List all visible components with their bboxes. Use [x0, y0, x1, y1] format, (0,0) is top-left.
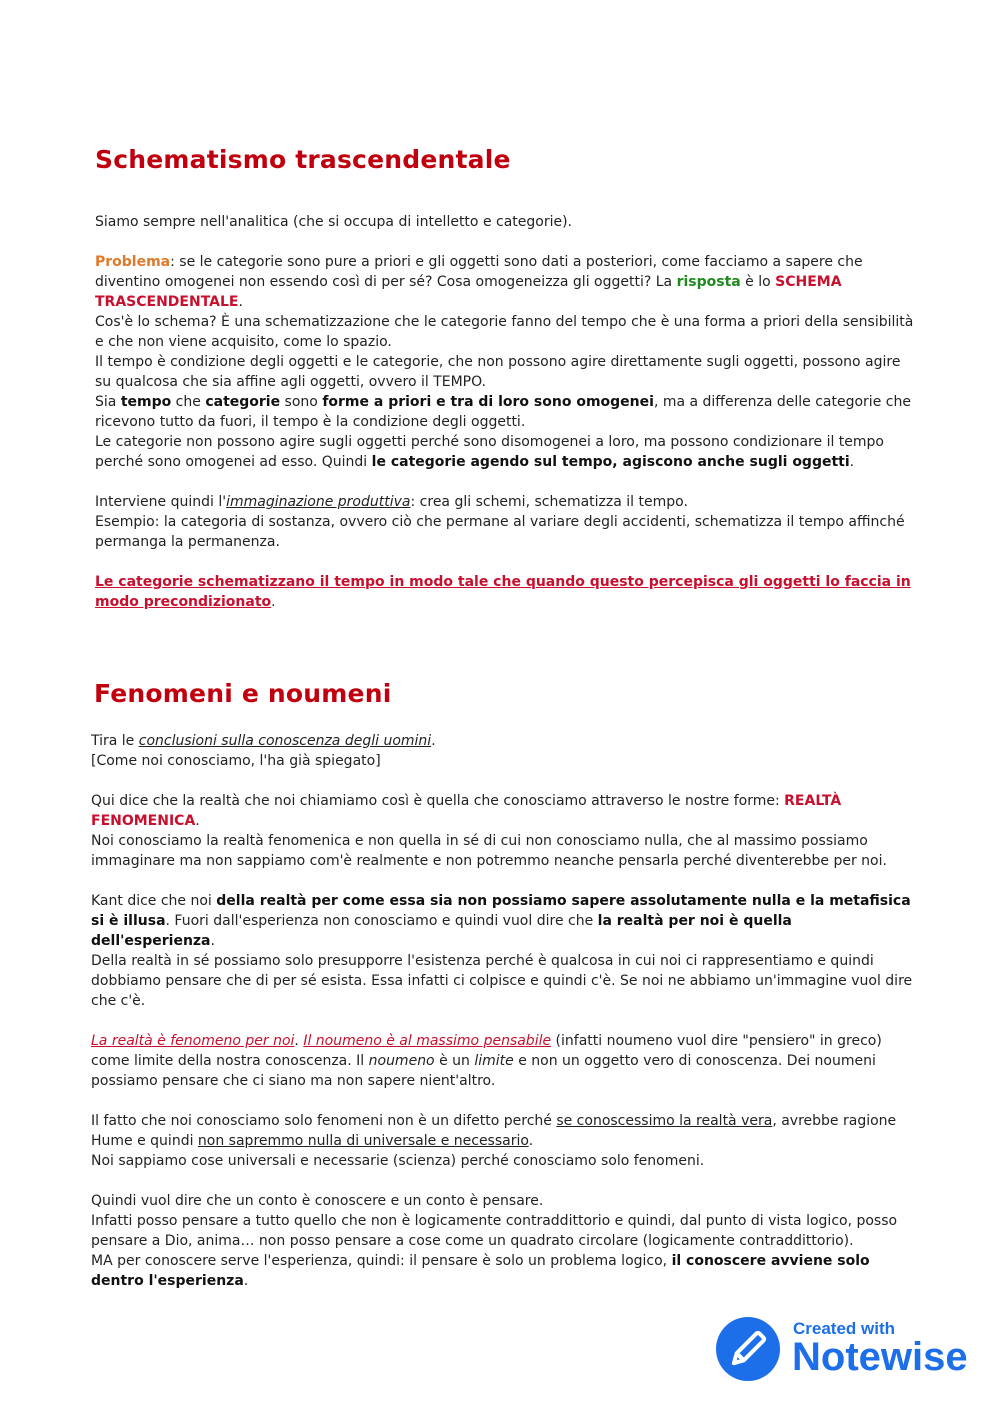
- paragraph: Della realtà in sé possiamo solo presupporre l'esistenza perché è qualcosa in cui noi ci rappresentiamo e quindi dobbiamo pensare che di per sé esista. Essa infatti ci colpisce e quindi c'è. Se noi ne abbiamo un'immagine vuol dire che c'è.: [91, 953, 913, 1009]
- paragraph: Noi conosciamo la realtà fenomenica e non quella in sé di cui non conosciamo nulla, che al massimo possiamo immaginare ma non sappiamo com'è realmente e non potremmo neanche pensarla perché diventerebbe per noi.: [91, 833, 887, 869]
- paragraph: MA per conoscere serve l'esperienza, quindi: il pensare è solo un problema logico, il conoscere avviene solo dentro l'esperienza.: [91, 1253, 870, 1289]
- paragraph: Interviene quindi l'immaginazione produttiva: crea gli schemi, schematizza il tempo.: [95, 494, 688, 510]
- paragraph: Problema: se le categorie sono pure a priori e gli oggetti sono dati a posteriori, come facciamo a sapere che diventino omogenei non essendo così di per sé? Cosa omogeneizza gli oggetti? La risposta è lo SCHEMA TRASCENDENTALE.: [95, 254, 863, 310]
- section-body: [91, 731, 916, 1291]
- paragraph: La realtà è fenomeno per noi. Il noumeno è al massimo pensabile (infatti noumeno vuol dire "pensiero" in greco) come limite della nostra conoscenza. Il noumeno è un limite e non un oggetto vero di conoscenza. Dei noumeni possiamo pensare che ci siano ma non sapere nient'altro.: [91, 1033, 882, 1089]
- paragraph: Qui dice che la realtà che noi chiamiamo così è quella che conosciamo attraverso le nostre forme: REALTÀ FENOMENICA.: [91, 793, 842, 829]
- paragraph: Le categorie schematizzano il tempo in modo tale che quando questo percepisca gli oggetti lo faccia in modo precondizionato.: [95, 574, 911, 610]
- paragraph: Infatti posso pensare a tutto quello che non è logicamente contraddittorio e quindi, dal punto di vista logico, posso pensare a Dio, anima… non posso pensare a cose come un quadrato circolare (logicamente contraddittorio).: [91, 1213, 898, 1249]
- section-body: [95, 212, 915, 612]
- section-title: Schematismo trascendentale: [95, 145, 511, 174]
- section-title: Fenomeni e noumeni: [94, 679, 392, 708]
- paragraph: Tira le conclusioni sulla conoscenza degli uomini.: [91, 733, 436, 749]
- answer-label: risposta: [676, 274, 741, 290]
- paragraph: Noi sappiamo cose universali e necessarie (scienza) perché conosciamo solo fenomeni.: [91, 1153, 705, 1169]
- paragraph: Kant dice che noi della realtà per come essa sia non possiamo sapere assolutamente nulla e la metafisica si è illusa. Fuori dall'esperienza non conosciamo e quindi vuol dire che la realtà per noi è quella dell'esperienza.: [91, 893, 911, 949]
- pencil-icon: [716, 1317, 780, 1381]
- highlight-term: REALTÀ FENOMENICA: [91, 793, 842, 829]
- paragraph: Siamo sempre nell'analitica (che si occupa di intelletto e categorie).: [95, 214, 573, 230]
- highlight-term: SCHEMA TRASCENDENTALE: [95, 274, 842, 310]
- paragraph: Le categorie non possono agire sugli oggetti perché sono disomogenei a loro, ma possono condizionare il tempo perché sono omogenei ad esso. Quindi le categorie agendo sul tempo, agiscono anche sugli oggetti.: [95, 434, 884, 470]
- key-conclusion: Le categorie schematizzano il tempo in modo tale che quando questo percepisca gli oggetti lo faccia in modo precondizionato: [95, 574, 911, 610]
- paragraph: [Come noi conosciamo, l'ha già spiegato]: [91, 753, 381, 769]
- logo-wordmark: Notewise: [792, 1335, 968, 1379]
- notewise-logo: [716, 1317, 971, 1381]
- paragraph: Il tempo è condizione degli oggetti e le categorie, che non possono agire direttamente sugli oggetti, possono agire su qualcosa che sia affine agli oggetti, ovvero il TEMPO.: [95, 354, 901, 390]
- logo-caption: Created with: [793, 1319, 896, 1338]
- paragraph: Esempio: la categoria di sostanza, ovvero ciò che permane al variare degli accidenti, schematizza il tempo affinché permanga la permanenza.: [95, 514, 905, 550]
- problem-label: Problema: [95, 254, 171, 270]
- paragraph: Quindi vuol dire che un conto è conoscere e un conto è pensare.: [91, 1193, 544, 1209]
- paragraph: Sia tempo che categorie sono forme a priori e tra di loro sono omogenei, ma a differenza delle categorie che ricevono tutto da fuori, il tempo è la condizione degli oggetti.: [95, 394, 911, 430]
- paragraph: Il fatto che noi conosciamo solo fenomeni non è un difetto perché se conoscessimo la realtà vera, avrebbe ragione Hume e quindi non sapremmo nulla di universale e necessario.: [91, 1113, 897, 1149]
- paragraph: Cos'è lo schema? È una schematizzazione che le categorie fanno del tempo che è una forma a priori della sensibilità e che non viene acquisito, come lo spazio.: [95, 314, 914, 350]
